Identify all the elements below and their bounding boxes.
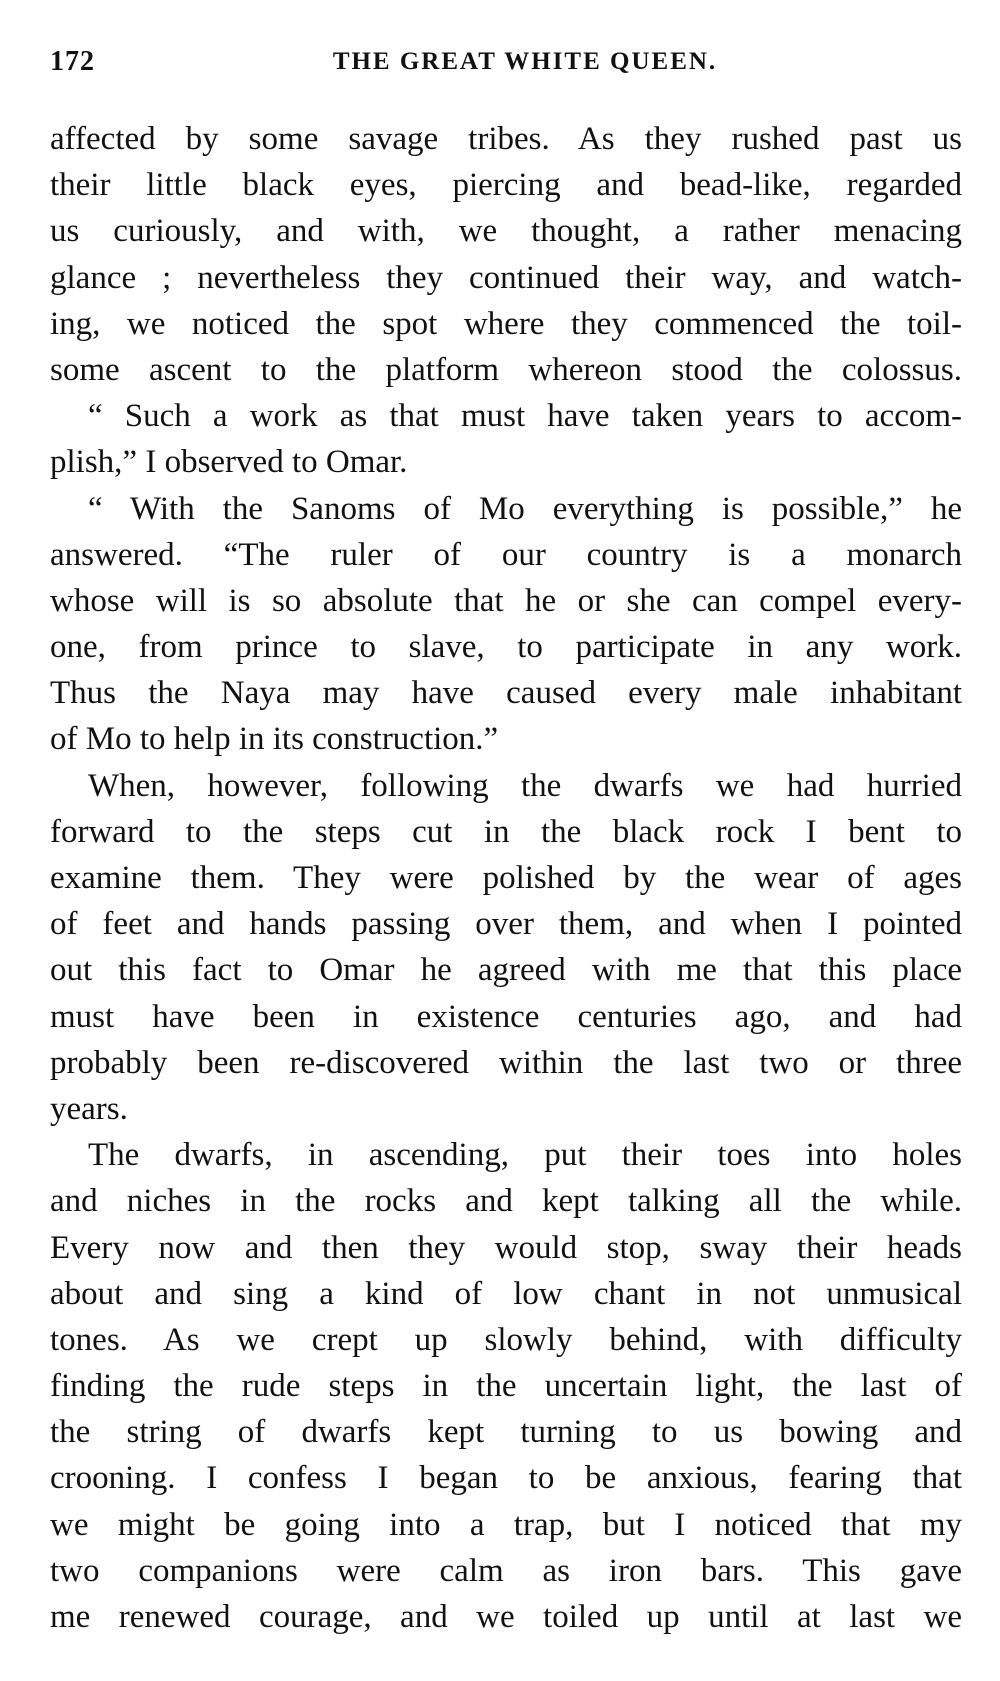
page-header	[50, 46, 960, 86]
text-line: ing, we noticed the spot where they commenced the toil-	[50, 305, 962, 342]
text-line: one, from prince to slave, to participate in any work.	[50, 629, 962, 666]
text-line: some ascent to the platform whereon stood the colossus.	[50, 351, 962, 388]
text-line: affected by some savage tribes. As they rushed past us	[50, 121, 962, 157]
text-line: plish,” I observed to Omar.	[50, 444, 408, 481]
text-line: of feet and hands passing over them, and when I pointed	[50, 906, 962, 943]
text-line: “ Such a work as that must have taken years to accom-	[88, 398, 962, 435]
running-title: THE GREAT WHITE QUEEN.	[332, 48, 718, 75]
text-line: The dwarfs, in ascending, put their toes into holes	[88, 1137, 962, 1174]
text-line: Thus the Naya may have caused every male inhabitant	[50, 675, 962, 712]
text-line: of Mo to help in its construction.”	[50, 721, 499, 758]
text-line: and niches in the rocks and kept talking all the while.	[50, 1183, 962, 1220]
text-line: crooning. I confess I began to be anxious, fearing that	[50, 1460, 962, 1497]
text-line: whose will is so absolute that he or she can compel every-	[50, 582, 962, 619]
text-line: finding the rude steps in the uncertain light, the last of	[50, 1368, 962, 1405]
text-line: examine them. They were polished by the wear of ages	[50, 860, 962, 896]
text-line: When, however, following the dwarfs we had hurried	[88, 767, 962, 804]
text-line: me renewed courage, and we toiled up until at last we	[50, 1599, 962, 1635]
text-line: answered. “The ruler of our country is a monarch	[50, 536, 962, 573]
text-line: two companions were calm as iron bars. This gave	[50, 1552, 962, 1589]
text-line: about and sing a kind of low chant in not unmusical	[50, 1275, 962, 1312]
text-line: “ With the Sanoms of Mo everything is possible,” he	[88, 490, 962, 527]
text-line: years.	[50, 1090, 128, 1127]
text-line: tones. As we crept up slowly behind, with difficulty	[50, 1321, 962, 1358]
text-line: we might be going into a trap, but I noticed that my	[50, 1506, 962, 1543]
text-line: out this fact to Omar he agreed with me that this place	[50, 952, 962, 989]
text-line: glance ; nevertheless they continued their way, and watch-	[50, 259, 962, 296]
text-line: must have been in existence centuries ago, and had	[50, 998, 962, 1035]
text-line: their little black eyes, piercing and bead-like, regarded	[50, 167, 962, 204]
text-line: the string of dwarfs kept turning to us bowing and	[50, 1414, 962, 1451]
text-line: forward to the steps cut in the black rock I bent to	[50, 813, 962, 850]
text-line: probably been re-discovered within the last two or three	[50, 1044, 962, 1081]
text-line: Every now and then they would stop, sway their heads	[50, 1229, 962, 1266]
body-text	[50, 116, 962, 1640]
page-number: 172	[50, 46, 95, 77]
text-line: us curiously, and with, we thought, a rather menacing	[50, 213, 962, 250]
